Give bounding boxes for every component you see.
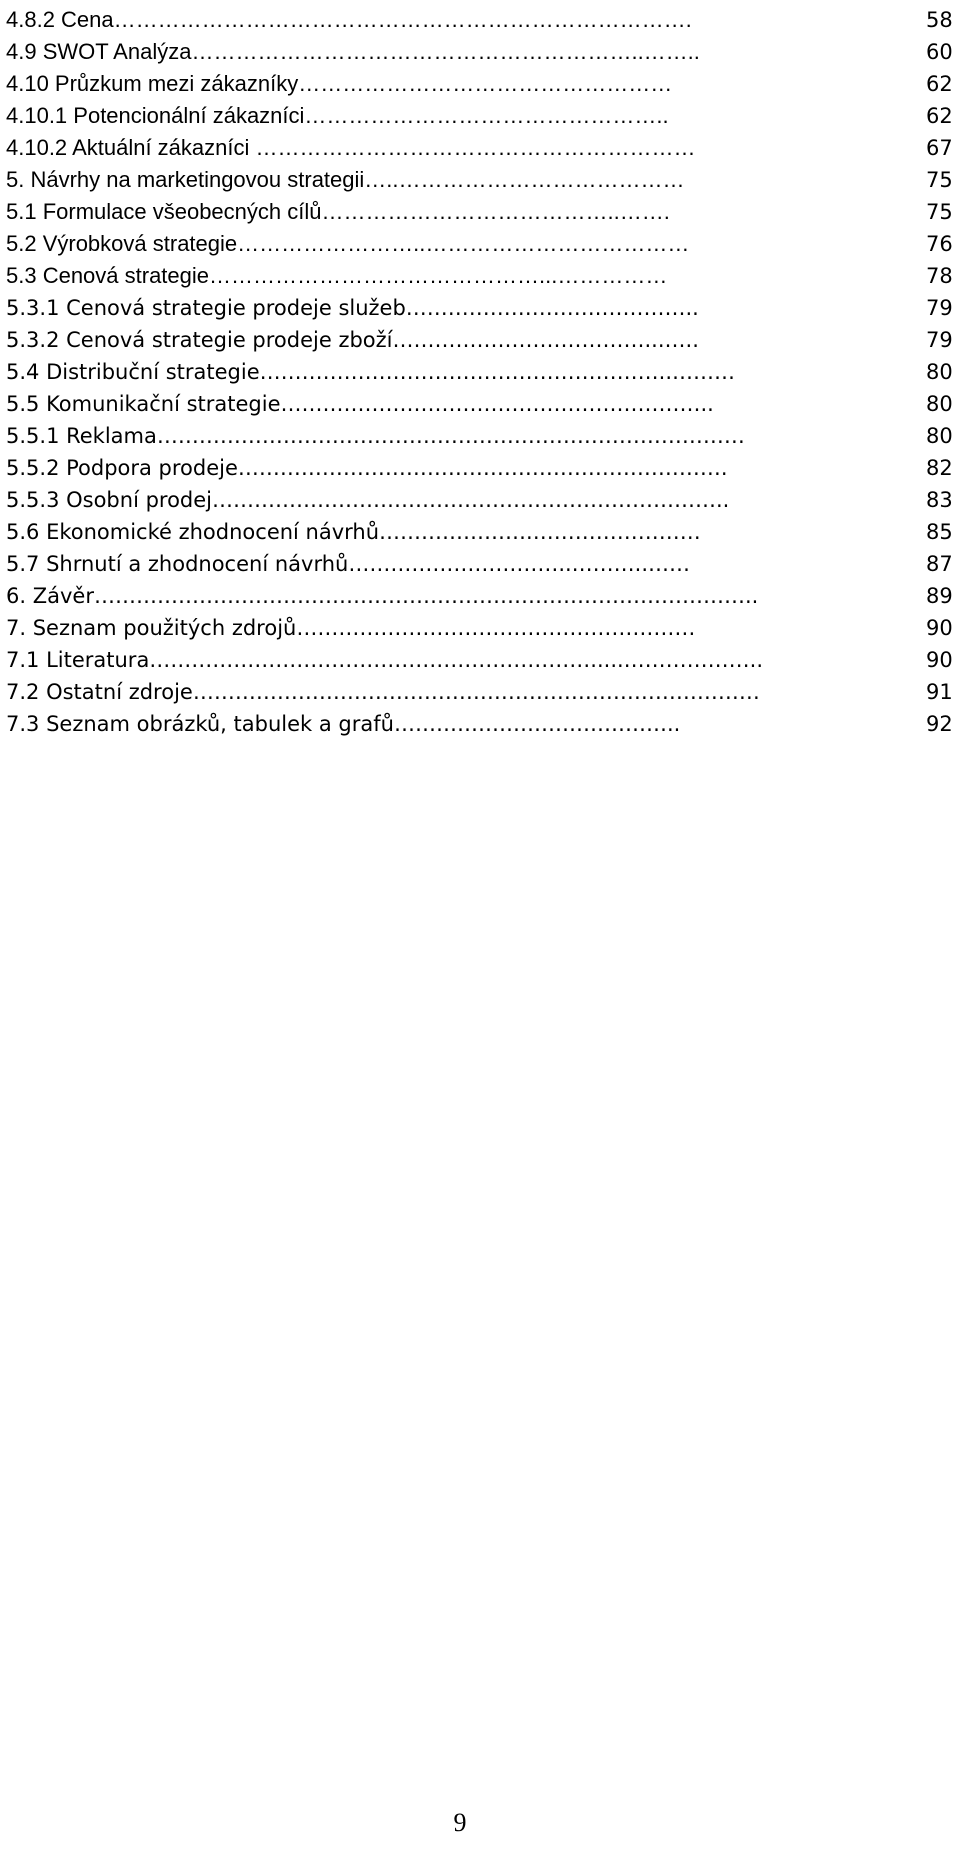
toc-entry — [6, 228, 956, 260]
toc-entry — [6, 420, 956, 452]
toc-entry-page: 92 — [926, 712, 953, 736]
toc-entry-page: 62 — [926, 104, 953, 128]
toc-entry — [6, 100, 956, 132]
toc-entry — [6, 356, 956, 388]
toc-entry — [6, 36, 956, 68]
toc-entry — [6, 644, 956, 676]
toc-entry-page: 78 — [926, 264, 953, 288]
toc-entry-page: 80 — [926, 424, 953, 448]
toc-entry-page: 80 — [926, 360, 953, 384]
toc-entry — [6, 196, 956, 228]
toc-entry — [6, 324, 956, 356]
toc-entry — [6, 516, 956, 548]
toc-entry-page: 75 — [926, 168, 953, 192]
toc-entry-title: 5.5 Komunikační strategie…………………………………………………….. — [6, 392, 714, 416]
toc-entry-title: 4.9 SWOT Analýza……………………………………………………..…….. — [6, 39, 700, 64]
toc-entry — [6, 484, 956, 516]
toc-entry-page: 91 — [926, 680, 953, 704]
toc-entry — [6, 260, 956, 292]
toc-entry-title: 5.3 Cenová strategie………………………………………...…………… — [6, 263, 668, 288]
toc-entry-page: 79 — [926, 328, 953, 352]
toc-entry-title: 5.7 Shrnutí a zhodnocení návrhů…………………………..………..…… — [6, 552, 691, 576]
toc-entry-title: 4.10.2 Aktuální zákazníci …………………………………………………… — [6, 135, 696, 160]
toc-entry-page: 80 — [926, 392, 953, 416]
toc-entry-title: 5.6 Ekonomické zhodnocení návrhů………………….…………………… — [6, 520, 701, 544]
toc-entry-title: 4.8.2 Cena……………………………………………………………………. — [6, 7, 692, 32]
toc-entry-title: 5. Návrhy na marketingovou strategii…..………………………………… — [6, 167, 685, 192]
toc-entry-page: 85 — [926, 520, 953, 544]
toc-entry-page: 79 — [926, 296, 953, 320]
toc-entry — [6, 612, 956, 644]
toc-entry-page: 87 — [926, 552, 953, 576]
toc-entry — [6, 68, 956, 100]
toc-entry-page: 75 — [926, 200, 953, 224]
toc-entry — [6, 676, 956, 708]
toc-entry-title: 4.10 Průzkum mezi zákazníky…………………………………………… — [6, 71, 673, 96]
toc-entry-title: 6. Závěr………………………………………………………………………………….. — [6, 584, 759, 608]
toc-entry-page: 90 — [926, 616, 953, 640]
toc-entry — [6, 580, 956, 612]
toc-entry — [6, 292, 956, 324]
table-of-contents — [6, 4, 956, 740]
toc-entry-title: 5.3.2 Cenová strategie prodeje zboží………………………………...….. — [6, 328, 699, 352]
toc-entry-title: 4.10.1 Potencionální zákazníci………………………………………….. — [6, 103, 669, 128]
toc-entry-page: 58 — [926, 8, 953, 32]
toc-entry-title: 5.1 Formulace všeobecných cílů…………………………………..……. — [6, 199, 670, 224]
toc-entry-title: 5.5.1 Reklama………………………………………………………………………… — [6, 424, 745, 448]
toc-entry-title: 5.3.1 Cenová strategie prodeje služeb……………………….………….. — [6, 296, 699, 320]
toc-entry — [6, 388, 956, 420]
toc-entry-page: 89 — [926, 584, 953, 608]
toc-entry-page: 83 — [926, 488, 953, 512]
toc-entry-page: 82 — [926, 456, 953, 480]
toc-entry-title: 7.2 Ostatní zdroje……………………………………………………………………… — [6, 680, 760, 704]
toc-entry-title: 5.5.3 Osobní prodej……………………………………………………………….. — [6, 488, 730, 512]
toc-entry-title: 7.1 Literatura……………………………………………………….....……………….. — [6, 648, 764, 672]
toc-entry-page: 62 — [926, 72, 953, 96]
toc-entry-page: 60 — [926, 40, 953, 64]
toc-entry — [6, 708, 956, 740]
toc-entry — [6, 548, 956, 580]
toc-entry-page: 76 — [926, 232, 953, 256]
toc-entry — [6, 452, 956, 484]
toc-entry-title: 5.2 Výrobková strategie……………………..……………………………… — [6, 231, 690, 256]
toc-entry — [6, 164, 956, 196]
toc-entry-title: 7.3 Seznam obrázků, tabulek a grafů………………………………….. — [6, 712, 681, 736]
toc-entry-page: 90 — [926, 648, 953, 672]
toc-entry — [6, 4, 956, 36]
page-number: 9 — [453, 1808, 467, 1837]
toc-entry-title: 5.5.2 Podpora prodeje……………………………………………………………. — [6, 456, 728, 480]
toc-entry-page: 67 — [926, 136, 953, 160]
toc-entry-title: 5.4 Distribuční strategie…………………………………………………..……… — [6, 360, 735, 384]
toc-entry-title: 7. Seznam použitých zdrojů………………………………………………… — [6, 616, 696, 640]
toc-entry — [6, 132, 956, 164]
